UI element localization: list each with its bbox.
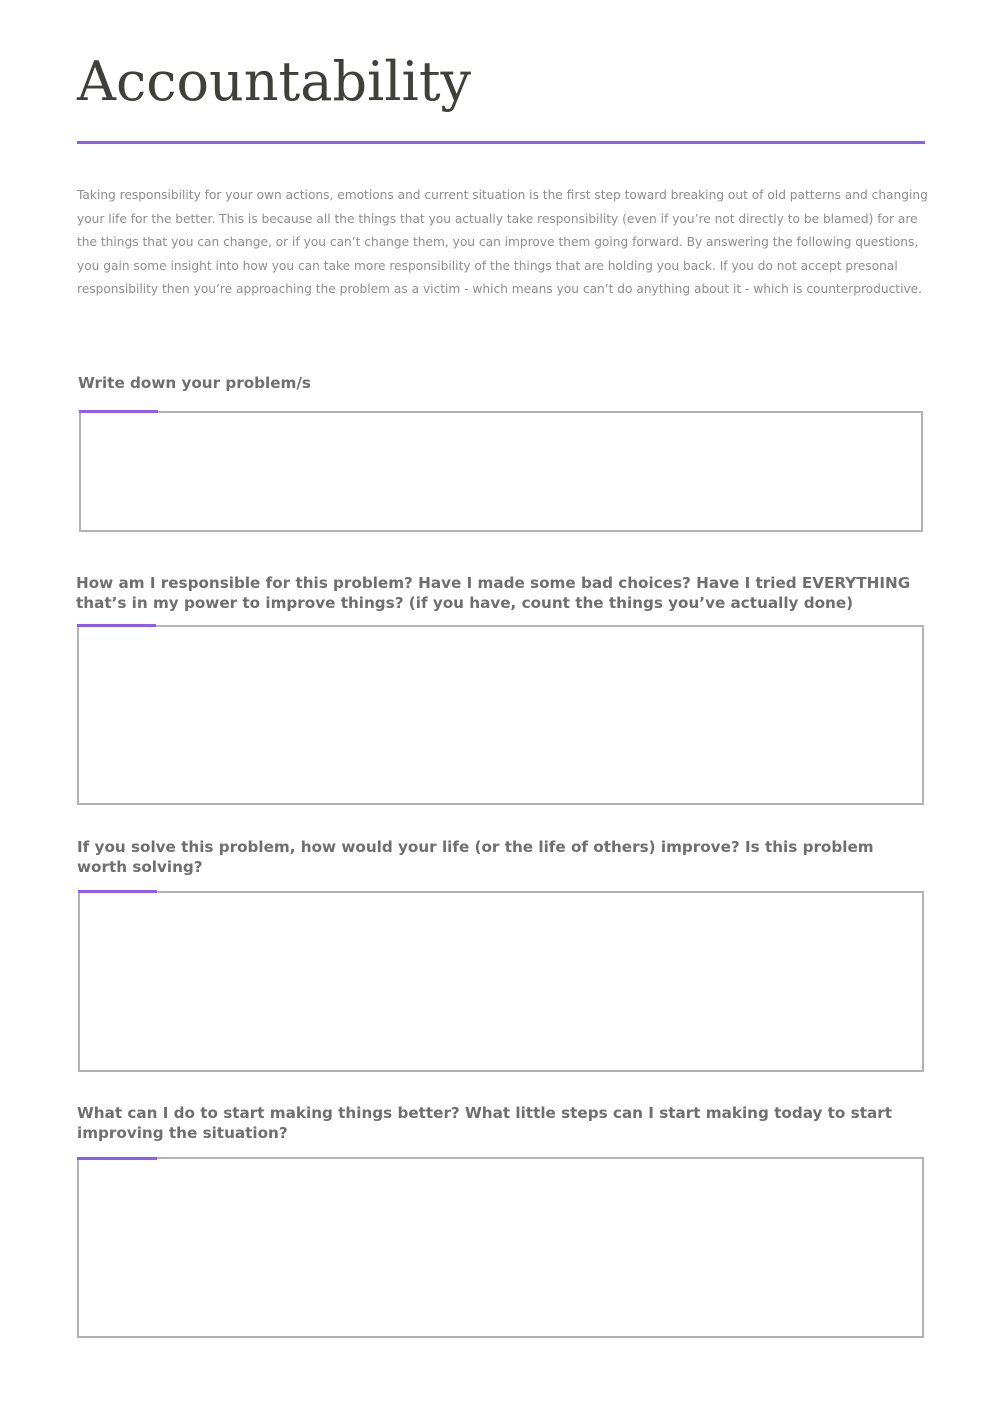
question-1-answer-box[interactable] [79, 411, 923, 532]
question-4-label: What can I do to start making things better? What little steps can I start making today to start improving the situation? [77, 1104, 892, 1142]
question-2-answer-box[interactable] [77, 625, 924, 805]
question-2-accent [77, 624, 156, 627]
question-4-answer-box[interactable] [77, 1157, 924, 1338]
question-1-label: Write down your problem/s [78, 374, 311, 392]
question-2-label: How am I responsible for this problem? Have I made some bad choices? Have I tried EVERYTHING that’s in my power to improve things? (if you have, count the things you’ve actually done) [76, 574, 911, 612]
title-divider [77, 141, 925, 144]
question-3-accent [78, 890, 157, 893]
question-3-answer-box[interactable] [78, 891, 924, 1072]
question-4-accent [77, 1157, 157, 1160]
intro-paragraph: Taking responsibility for your own actions, emotions and current situation is the first step toward breaking out of old patterns and changing your life for the better. This is because all the things that you actually take responsibility (even if you’re not directly to be blamed) for are the things that you can change, or if you can’t change them, you can improve them going forward. By answering the following questions, you gain some insight into how you can take more responsibility of the things that are holding you back. If you do not accept presonal responsibility then you’re approaching the problem as a victim - which means you can’t do anything about it - which is counterproductive. [77, 188, 928, 297]
question-3-label: If you solve this problem, how would your life (or the life of others) improve? Is this problem worth solving? [77, 838, 874, 876]
page-title: Accountability [77, 50, 472, 113]
question-1-accent [79, 410, 158, 413]
